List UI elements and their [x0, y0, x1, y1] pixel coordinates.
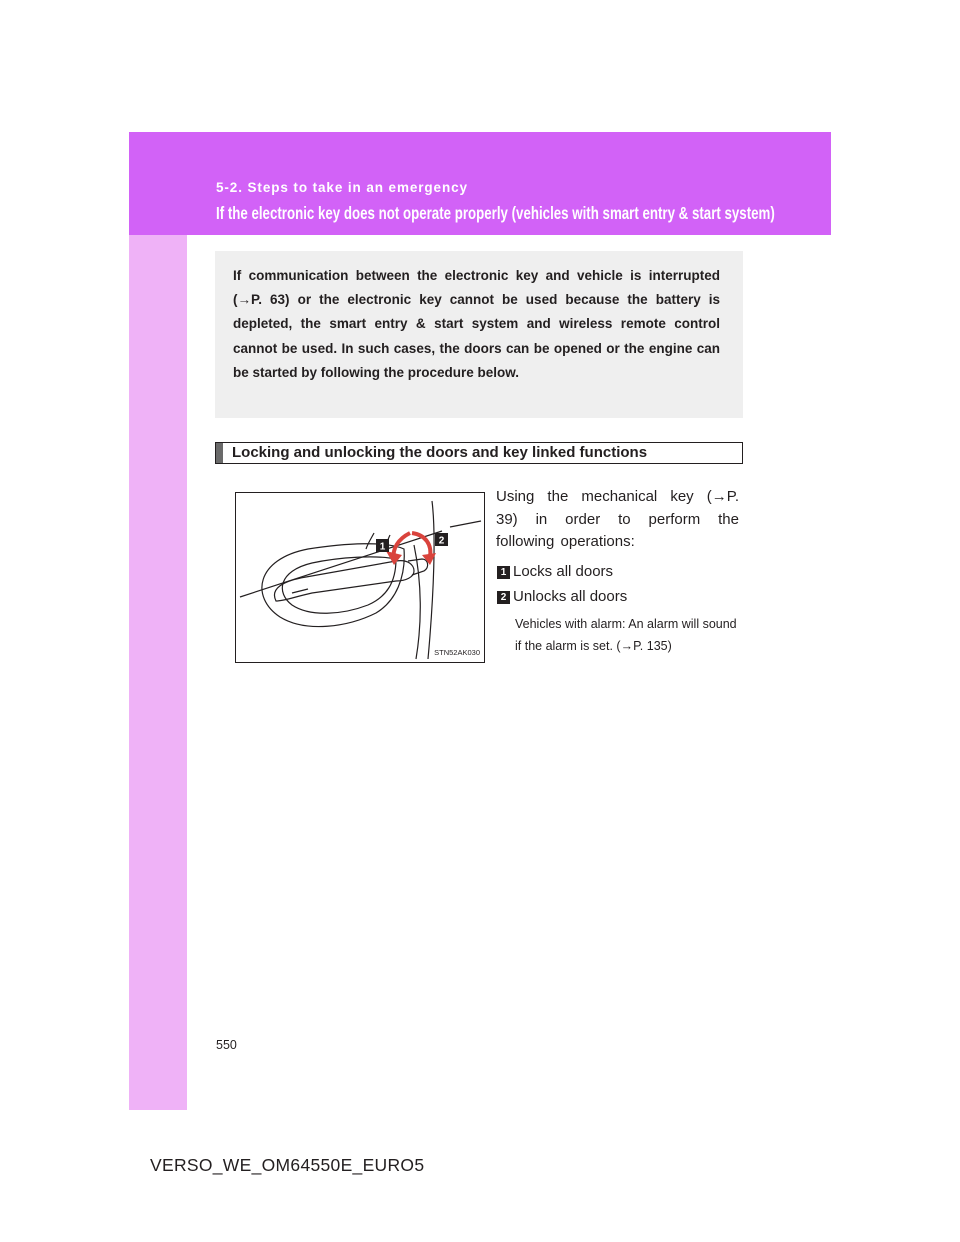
intro-paragraph: If communication between the electronic key and vehicle is interrupted (→P. 63) or the electronic key cannot be used because the battery is depleted, the smart entry & start system and wireless remote control cannot be used. In such cases, the doors can be opened or the engine can be started by following the procedure below.: [233, 268, 720, 380]
step-item-unlock: [497, 588, 627, 605]
section-label: 5-2. Steps to take in an emergency: [216, 180, 468, 195]
callout-1-label: 1: [379, 541, 386, 553]
door-handle-figure: [235, 492, 485, 663]
door-handle-illustration: [236, 493, 484, 662]
step-number-badge: 2: [497, 591, 510, 604]
instruction-text: Using the mechanical key (→P. 39) in order to perform the following operations:: [496, 488, 739, 550]
subheading: Locking and unlocking the doors and key linked functions: [232, 444, 648, 461]
step-text: Unlocks all doors: [513, 588, 628, 605]
step-item-lock: [497, 563, 613, 580]
subheading-bar: [216, 443, 223, 463]
page-title: If the electronic key does not operate properly (vehicles with smart entry & start system): [216, 203, 775, 223]
alarm-note: Vehicles with alarm: An alarm will sound if the alarm is set. (→P. 135): [515, 617, 737, 653]
footer-document-code: VERSO_WE_OM64550E_EURO5: [150, 1155, 425, 1175]
subheading-box: [215, 442, 743, 464]
callout-2-label: 2: [438, 535, 445, 547]
figure-code: STN52AK030: [434, 648, 480, 657]
step-text: Locks all doors: [513, 563, 614, 580]
step-number-badge: 1: [497, 566, 510, 579]
sidebar-band: [129, 132, 187, 1110]
page-number: 550: [216, 1038, 237, 1052]
